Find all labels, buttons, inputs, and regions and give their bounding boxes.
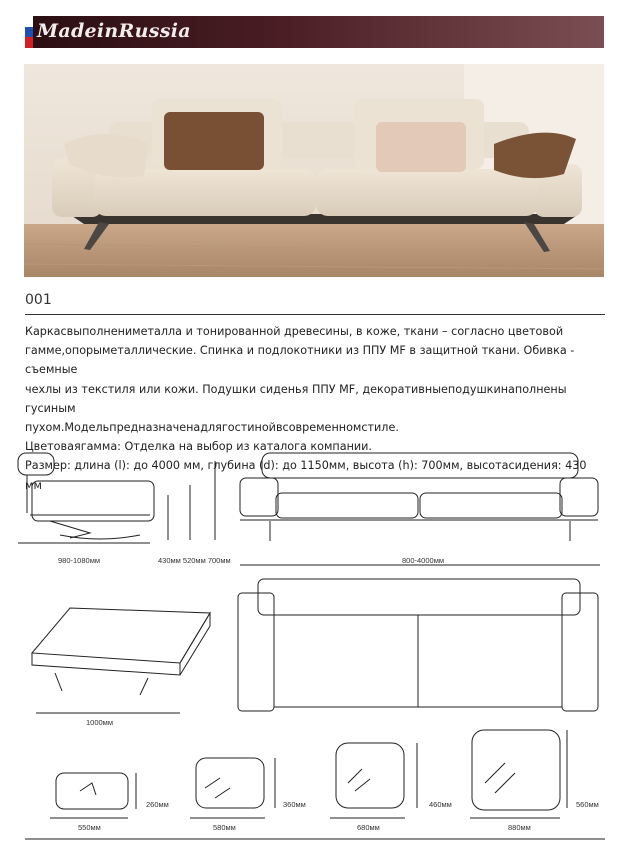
brand-logo: MadeinRussia (37, 20, 191, 42)
sofa-photo (24, 64, 604, 277)
ottoman-length-label: 1000мм (86, 718, 113, 727)
product-code: 001 (25, 292, 52, 308)
description-line: гамме,опорыметаллические. Спинка и подлокотники из ППУ MF в защитной ткани. Обивка - съемные (25, 344, 575, 377)
side-view-drawing (18, 453, 215, 543)
pillow-height-label: 460мм (429, 800, 452, 809)
flag-blue-stripe (25, 27, 33, 38)
pillow-height-label: 260мм (146, 800, 169, 809)
description-line: пухом.Модельпредназначенадлягостинойвсовременномстиле. (25, 421, 399, 435)
description-line: чехлы из текстиля или кожи. Подушки сиденья ППУ MF, декоративныеподушкинаполнены гусиным (25, 382, 567, 415)
ottoman-drawing (32, 608, 210, 713)
heights-label: 430мм 520мм 700мм (158, 556, 231, 565)
pillow-width-label: 580мм (213, 823, 236, 832)
flag-white-stripe (25, 16, 33, 27)
pillow-width-label: 550мм (78, 823, 101, 832)
top-view-drawing (238, 579, 598, 711)
pillow-width-label: 680мм (357, 823, 380, 832)
description-line: Цветоваягамма: Отделка на выбор из каталога компании. (25, 440, 372, 454)
brand-banner (25, 16, 604, 48)
top-divider (25, 314, 605, 315)
front-view-drawing (240, 453, 600, 565)
description-line: Каркасвыполнениметалла и тонированной древесины, в коже, ткани – согласно цветовой (25, 325, 564, 338)
pillow-height-label: 360мм (283, 800, 306, 809)
pillow-height-label: 560мм (576, 800, 599, 809)
description-line: Размер: длина (l): до 4000 мм, глубина (d): до 1150мм, высота (h): 700мм, высотасидения: 430 мм (25, 459, 587, 492)
pillow-width-label: 880мм (508, 823, 531, 832)
technical-drawings (0, 443, 644, 863)
flag-red-stripe (25, 37, 33, 48)
front-length-label: 800-4000мм (402, 556, 445, 565)
side-depth-label: 980-1080мм (58, 556, 101, 565)
russian-flag-icon (25, 16, 33, 48)
